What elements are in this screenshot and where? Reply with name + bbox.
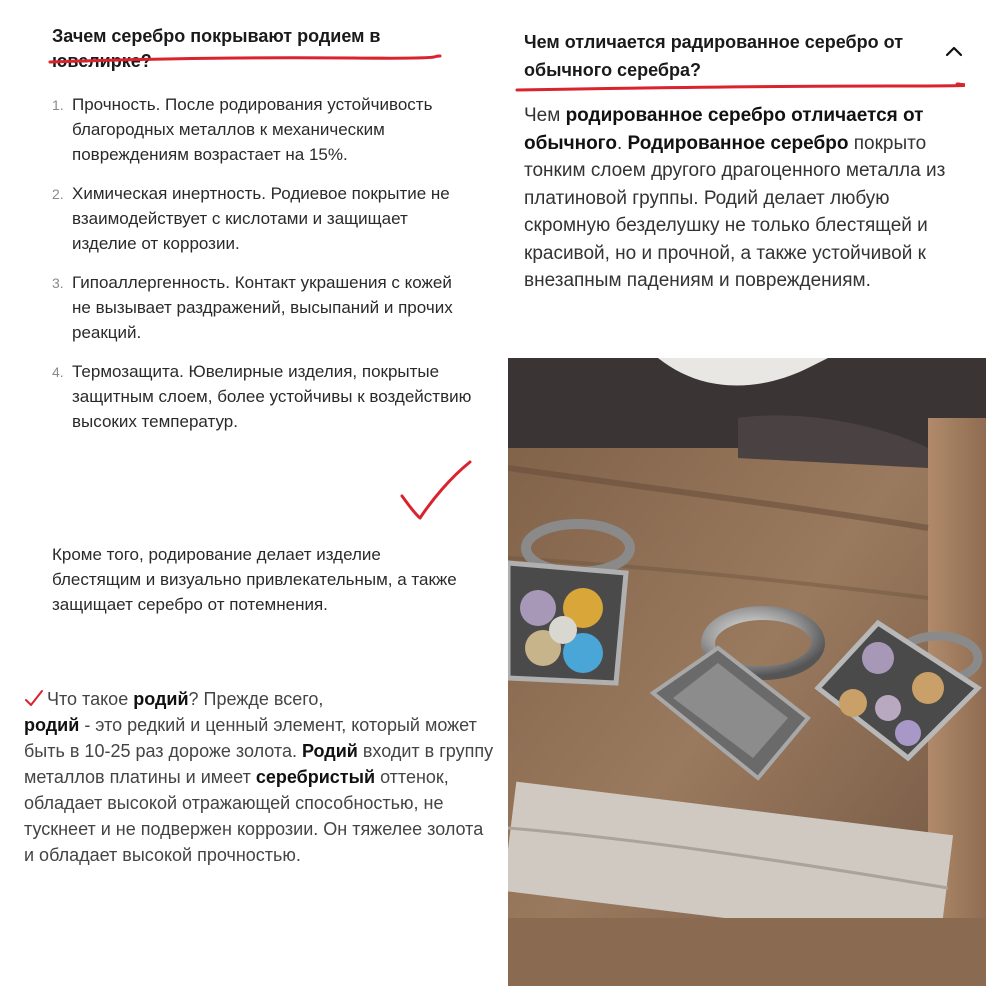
rhodium-text-2: ? Прежде всего, — [188, 689, 324, 709]
list-number: 4. — [52, 364, 64, 380]
rhodium-paragraph — [24, 686, 494, 868]
list-text: Химическая инертность. Родиевое покрытие не взаимодействует с кислотами и защищает изделие от коррозии. — [72, 184, 450, 253]
list-number: 2. — [52, 186, 64, 202]
list-number: 1. — [52, 97, 64, 113]
rhodium-bold-2: родий — [24, 715, 80, 735]
list-text: Термозащита. Ювелирные изделия, покрытые защитным слоем, более устойчивы к воздействию высоких температур. — [72, 362, 472, 431]
rhodium-text-4: входит в группу металлов платины и имеет — [24, 741, 494, 787]
list-item — [52, 92, 472, 167]
rhodium-text-3: - это редкий и ценный элемент, который может быть в 10-25 раз дороже золота. — [24, 715, 477, 761]
right-paragraph — [524, 102, 964, 295]
list-number: 3. — [52, 275, 64, 291]
list-text: Гипоаллергенность. Контакт украшения с кожей не вызывает раздражений, высыпаний и прочих реакций. — [72, 273, 453, 342]
rhodium-bold-1: родий — [133, 689, 189, 709]
list-item — [52, 181, 472, 256]
list-text: Прочность. После родирования устойчивость благородных металлов к механическим повреждениям возрастает на 15%. — [72, 95, 433, 164]
right-text-1: Чем — [524, 105, 566, 126]
right-text-3: покрыто тонким слоем другого драгоценного металла из платиновой группы. Родий делает любую скромную безделушку не только блестящей и красивой, но и прочной, а также устойчивой к внезапным падениям и повреждениям. — [524, 132, 946, 291]
rhodium-bold-4: серебристый — [255, 767, 376, 787]
list-item — [52, 270, 472, 345]
left-heading: Зачем серебро покрывают родием в ювелирке? — [52, 26, 381, 71]
chevron-up-icon[interactable] — [944, 44, 964, 58]
rhodium-text-5: оттенок, обладает высокой отражающей способностью, не тускнеет и не подвержен коррозии. Он тяжелее золота и обладает высокой прочностью. — [24, 767, 484, 865]
rings-photo — [508, 358, 986, 986]
rhodium-text-1: Что такое — [47, 689, 134, 709]
right-heading: Чем отличается радированное серебро от обычного серебра? — [524, 32, 904, 80]
right-bold-2: Родированное серебро — [627, 132, 849, 154]
right-bold-1: родированное серебро отличается от обычного — [524, 105, 924, 154]
extra-paragraph: Кроме того, родирование делает изделие блестящим и визуально привлекательным, а также защищает серебро от потемнения. — [52, 545, 457, 614]
rhodium-bold-3: Родий — [301, 741, 358, 761]
small-checkmark-icon — [24, 689, 44, 707]
list-item — [52, 359, 472, 434]
benefits-list — [52, 92, 472, 448]
right-text-2: . — [616, 132, 628, 154]
red-underline-icon — [515, 80, 965, 96]
red-underline-icon — [48, 50, 448, 66]
checkmark-icon — [398, 458, 474, 524]
